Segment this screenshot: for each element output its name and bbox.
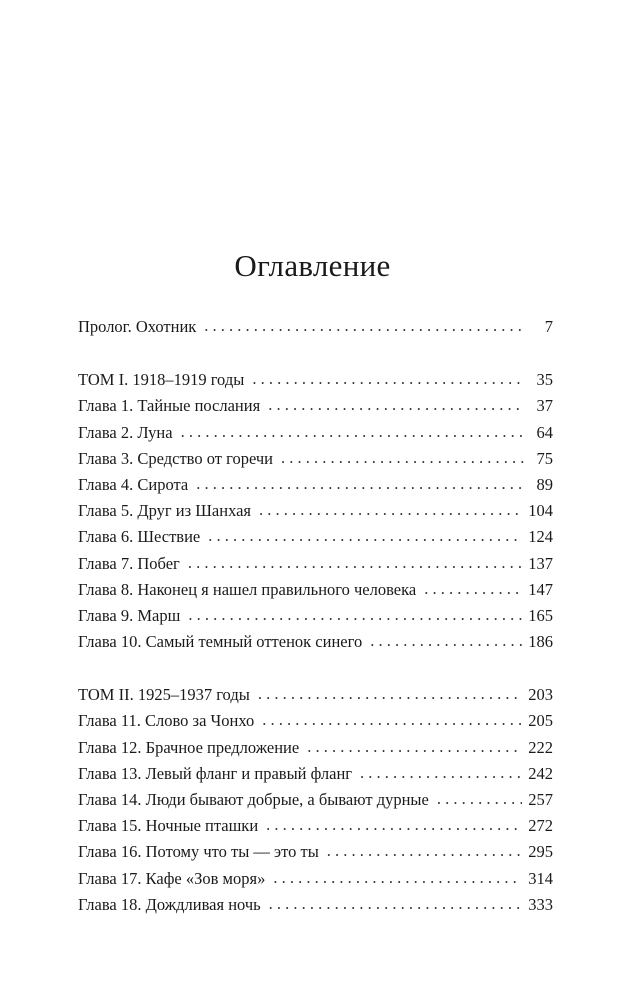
toc-entry xyxy=(78,420,553,446)
toc-entry-title: Глава 13. Левый фланг и правый фланг xyxy=(78,763,353,783)
dot-leader xyxy=(273,865,522,891)
toc-entry-page: 124 xyxy=(528,527,553,547)
toc-entry-page: 222 xyxy=(528,737,553,757)
dot-leader xyxy=(259,497,522,523)
toc-entry-title: Глава 18. Дождливая ночь xyxy=(78,894,261,914)
dot-leader xyxy=(262,707,522,733)
dot-leader xyxy=(208,523,522,549)
toc-entry xyxy=(78,735,553,761)
toc-group-prologue xyxy=(78,314,553,340)
toc-entry xyxy=(78,839,553,865)
toc-entry-title: Глава 5. Друг из Шанхая xyxy=(78,501,252,521)
toc-entry-title: ТОМ I. 1918–1919 годы xyxy=(78,370,245,390)
toc-entry xyxy=(78,682,553,708)
dot-leader xyxy=(268,392,525,418)
toc-entry-page: 37 xyxy=(536,396,553,416)
dot-leader xyxy=(370,628,522,654)
toc-entry-page: 333 xyxy=(528,894,553,914)
toc-entry-title: Глава 12. Брачное предложение xyxy=(78,737,300,757)
toc-entry-page: 64 xyxy=(536,422,553,442)
toc-entry-page: 137 xyxy=(528,553,553,573)
toc-entry-title: Глава 8. Наконец я нашел правильного человека xyxy=(78,579,417,599)
toc-entry-title: Глава 16. Потому что ты — это ты xyxy=(78,842,319,862)
toc-entry xyxy=(78,892,553,918)
toc-entry-title: Глава 6. Шествие xyxy=(78,527,201,547)
dot-leader xyxy=(196,471,525,497)
toc-entry-page: 257 xyxy=(528,790,553,809)
toc-entry-title: Глава 1. Тайные послания xyxy=(78,396,261,416)
toc-entry xyxy=(78,577,553,603)
dot-leader xyxy=(269,891,523,917)
toc-entry-page: 75 xyxy=(536,448,553,468)
toc-entry xyxy=(78,472,553,498)
dot-leader xyxy=(204,313,525,339)
dot-leader xyxy=(307,734,522,760)
dot-leader xyxy=(360,760,522,786)
toc-entry-title: Глава 7. Побег xyxy=(78,553,180,573)
dot-leader xyxy=(188,602,522,628)
toc-entry xyxy=(78,603,553,629)
toc-entry xyxy=(78,708,553,734)
toc-entry-page: 203 xyxy=(528,685,553,705)
toc-group-volume-1 xyxy=(78,367,553,655)
toc-entry xyxy=(78,498,553,524)
page-title: Оглавление xyxy=(234,248,391,283)
toc-entry xyxy=(78,367,553,393)
toc-group-volume-2 xyxy=(78,682,553,918)
toc-entry-page: 35 xyxy=(536,370,553,390)
toc-entry xyxy=(78,551,553,577)
table-of-contents xyxy=(78,314,553,918)
toc-entry-page: 314 xyxy=(528,868,553,888)
toc-entry-title: Пролог. Охотник xyxy=(78,317,197,336)
toc-entry xyxy=(78,813,553,839)
toc-entry xyxy=(78,446,553,472)
toc-entry-title: Глава 14. Люди бывают добрые, а бывают дурные xyxy=(78,790,429,809)
toc-entry-page: 205 xyxy=(528,711,553,731)
toc-entry-title: Глава 4. Сирота xyxy=(78,474,189,494)
toc-entry-title: Глава 15. Ночные пташки xyxy=(78,816,259,836)
dot-leader xyxy=(181,419,525,445)
dot-leader xyxy=(327,838,522,864)
toc-entry-title: Глава 10. Самый темный оттенок синего xyxy=(78,632,363,652)
toc-entry-page: 242 xyxy=(528,763,553,783)
toc-entry-title: Глава 11. Слово за Чонхо xyxy=(78,711,255,731)
toc-entry xyxy=(78,629,553,655)
toc-entry-page: 165 xyxy=(528,605,553,625)
dot-leader xyxy=(281,445,525,471)
toc-entry-page: 295 xyxy=(528,842,553,862)
dot-leader xyxy=(252,366,525,392)
toc-entry xyxy=(78,787,553,813)
toc-entry-title: ТОМ II. 1925–1937 годы xyxy=(78,685,250,705)
toc-entry xyxy=(78,524,553,550)
toc-entry-page: 147 xyxy=(528,579,553,599)
toc-entry-title: Глава 3. Средство от горечи xyxy=(78,448,273,468)
toc-entry-title: Глава 2. Луна xyxy=(78,422,173,442)
dot-leader xyxy=(258,681,522,707)
dot-leader xyxy=(188,550,522,576)
toc-entry xyxy=(78,761,553,787)
toc-entry-page: 272 xyxy=(528,816,553,836)
toc-entry xyxy=(78,314,553,340)
toc-entry-page: 186 xyxy=(528,632,553,652)
toc-entry-page: 7 xyxy=(544,317,553,336)
toc-entry-title: Глава 9. Марш xyxy=(78,605,181,625)
dot-leader xyxy=(424,576,522,602)
dot-leader xyxy=(266,812,522,838)
toc-entry xyxy=(78,866,553,892)
toc-entry-title: Глава 17. Кафе «Зов моря» xyxy=(78,868,266,888)
toc-entry-page: 104 xyxy=(528,501,553,521)
toc-entry xyxy=(78,393,553,419)
dot-leader xyxy=(437,786,522,812)
toc-entry-page: 89 xyxy=(536,474,553,494)
